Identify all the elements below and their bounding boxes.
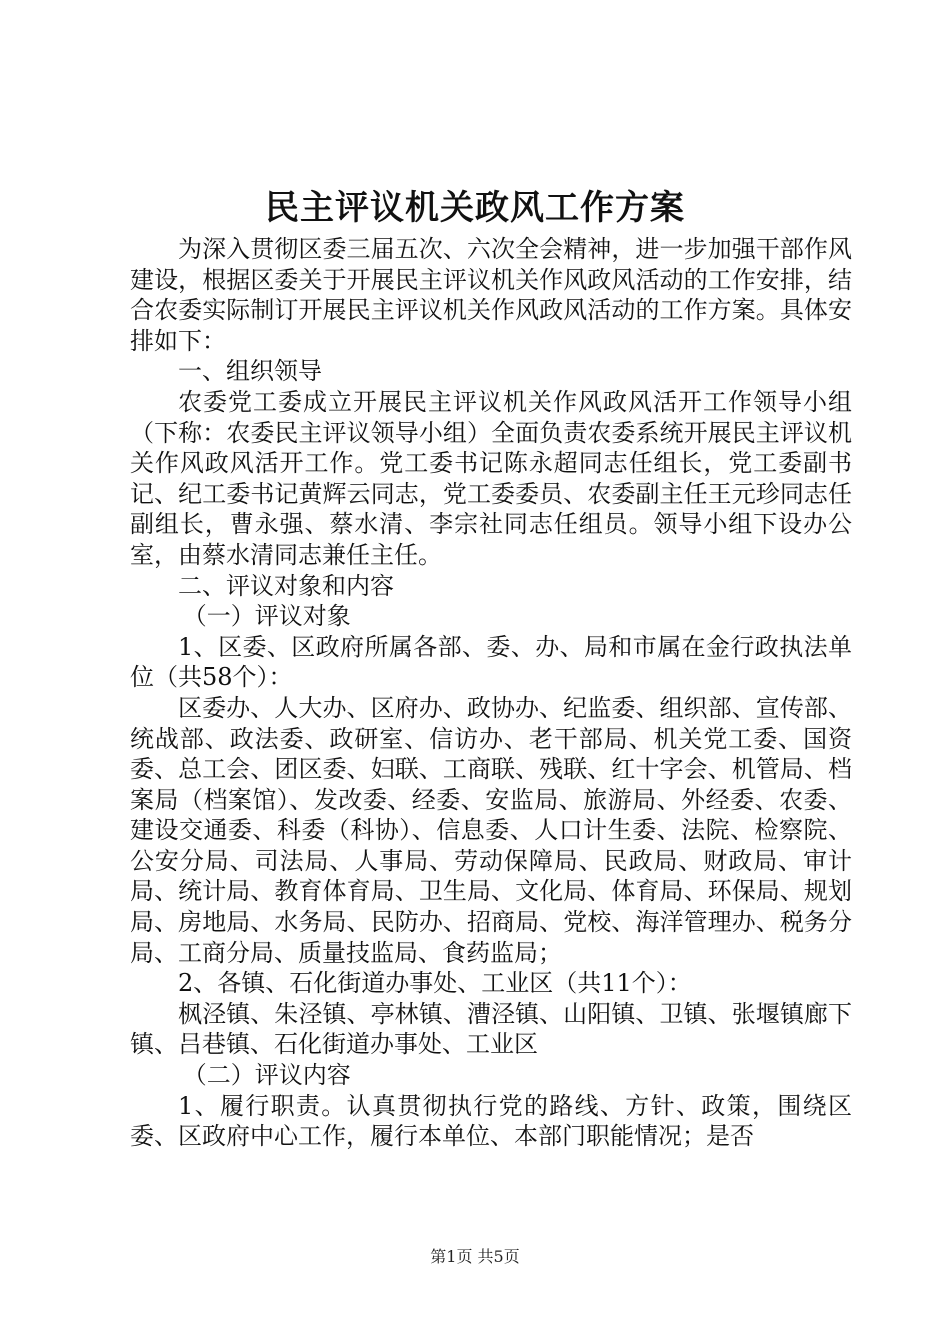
- heading-organization: 一、组织领导: [178, 357, 322, 386]
- document-title: 民主评议机关政风工作方案: [265, 188, 685, 228]
- paragraph-district-units: 1、区委、区政府所属各部、委、办、局和市属在金行政执法单位（共58个）：: [130, 632, 852, 692]
- subheading-content: （二）评议内容: [182, 1061, 351, 1090]
- paragraph-district-unit-list: 区委办、人大办、区府办、政协办、纪监委、组织部、宣传部、统战部、政法委、政研室、信访办、老干部局、机关党工委、国资委、总工会、团区委、妇联、工商联、残联、红十字会、机管局、档案局（档案馆）、发改委、经委、安监局、旅游局、外经委、农委、建设交通委、科委（科协）、信息委、人口计生委、法院、检察院、公安分局、司法局、人事局、劳动保障局、民政局、财政局、审计局、统计局、教育体育局、卫生局、文化局、体育局、环保局、规划局、房地局、水务局、民防办、招商局、党校、海洋管理办、税务分局、工商分局、质量技监局、食药监局；: [130, 693, 852, 967]
- heading-targets-content: 二、评议对象和内容: [178, 571, 394, 600]
- document-body: [130, 234, 852, 1152]
- paragraph-town-list: 枫泾镇、朱泾镇、亭林镇、漕泾镇、山阳镇、卫镇、张堰镇廊下镇、吕巷镇、石化街道办事处、工业区: [130, 999, 852, 1059]
- subheading-targets: （一）评议对象: [182, 602, 351, 631]
- paragraph-towns: 2、各镇、石化街道办事处、工业区（共11个）：: [178, 969, 692, 998]
- paragraph-duties: 1、履行职责。认真贯彻执行党的路线、方针、政策，围绕区委、区政府中心工作，履行本单位、本部门职能情况；是否: [130, 1091, 852, 1151]
- page-footer: 第1页 共5页: [430, 1247, 520, 1266]
- paragraph-intro: 为深入贯彻区委三届五次、六次全会精神，进一步加强干部作风建设，根据区委关于开展民主评议机关作风政风活动的工作安排，结合农委实际制订开展民主评议机关作风政风活动的工作方案。具体安排如下：: [130, 235, 852, 355]
- paragraph-organization: 农委党工委成立开展民主评议机关作风政风活开工作领导小组（下称：农委民主评议领导小组）全面负责农委系统开展民主评议机关作风政风活开工作。党工委书记陈永超同志任组长，党工委副书记、纪工委书记黄辉云同志，党工委委员、农委副主任王元珍同志任副组长，曹永强、蔡水清、李宗社同志任组员。领导小组下设办公室，由蔡水清同志兼任主任。: [130, 387, 852, 569]
